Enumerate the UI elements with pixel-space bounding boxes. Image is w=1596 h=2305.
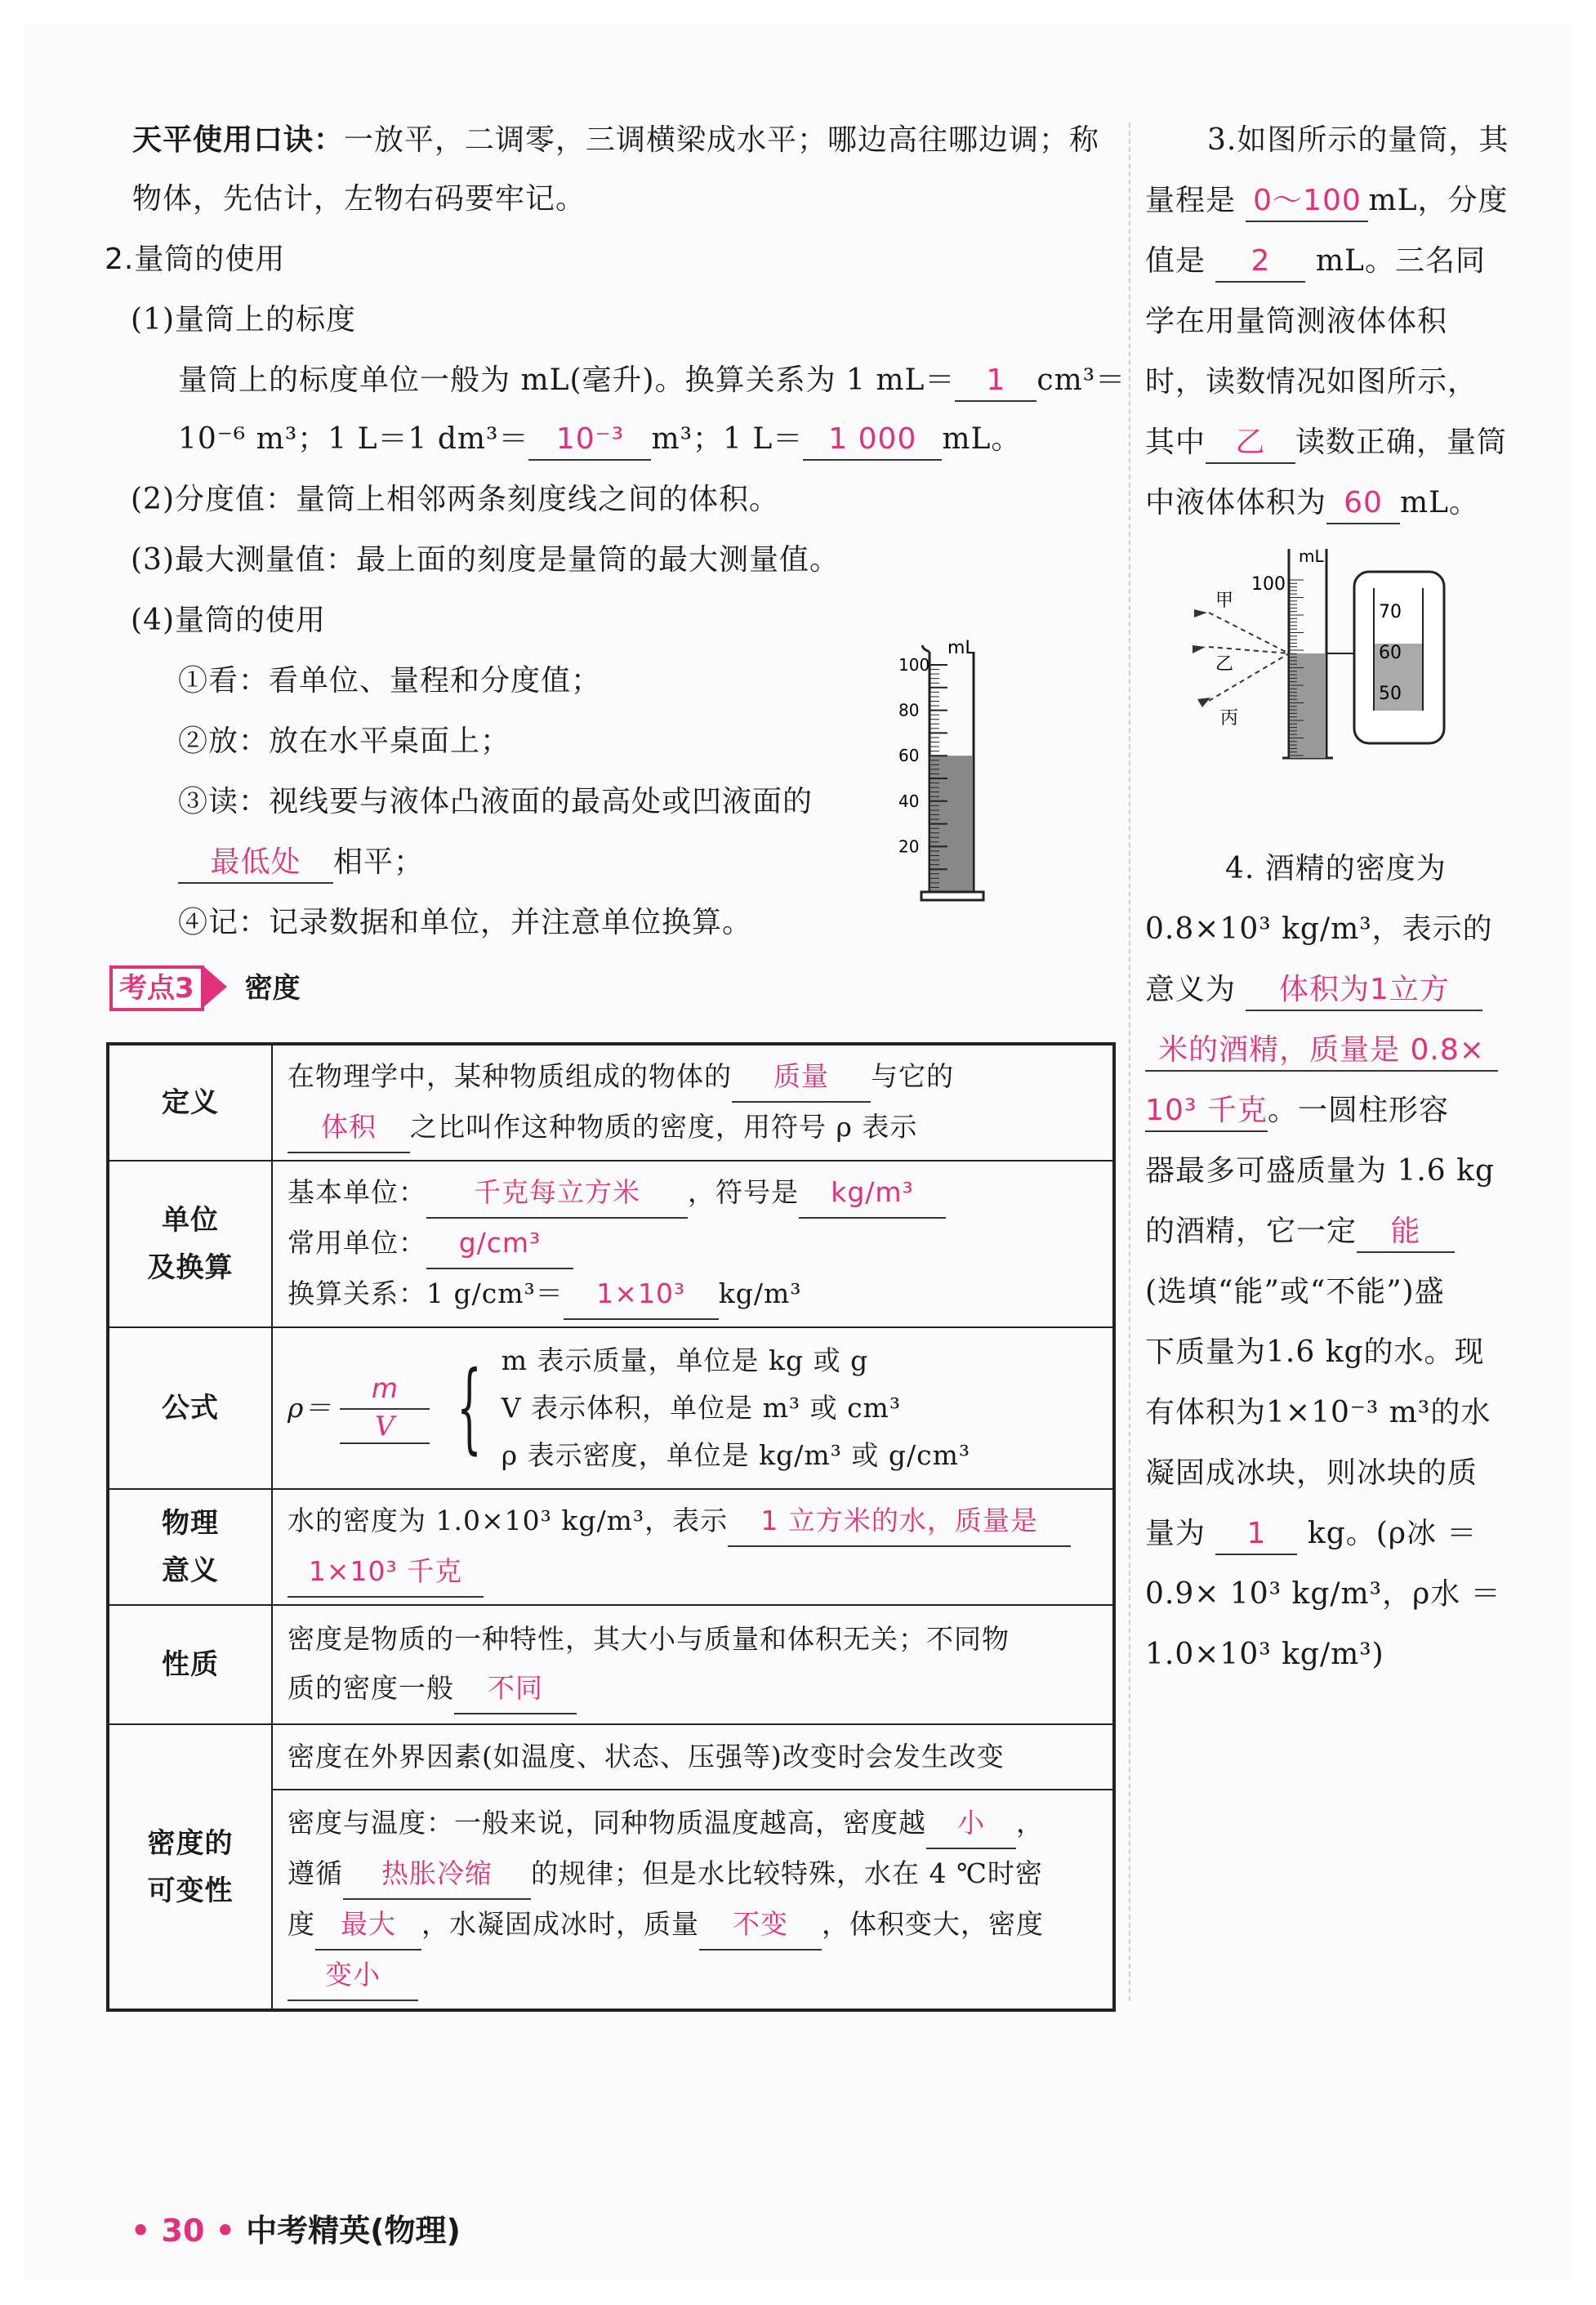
cylinder-tick-label: 100 xyxy=(898,655,930,675)
answer-blank-volume[interactable]: 体积 xyxy=(288,1103,410,1153)
para-2: (2)分度值：量筒上相邻两条刻度线之间的体积。 xyxy=(131,483,779,516)
row-definition xyxy=(108,1044,1114,1161)
answer-blank-thermal[interactable]: 热胀冷缩 xyxy=(343,1849,531,1900)
fig-zoom-60: 60 xyxy=(1379,643,1402,663)
brace-icon: { xyxy=(457,1351,483,1465)
answer-blank-1[interactable]: 1 xyxy=(955,361,1037,402)
row-header-unit xyxy=(108,1161,272,1327)
page-footer xyxy=(131,2205,461,2250)
property-text-1: 密度是物质的一种特性，其大小与质量和体积无关；不同物 xyxy=(288,1623,1010,1655)
answer-blank-meaning-c[interactable]: 10³ 千克 xyxy=(1145,1091,1268,1132)
para-1b-mid: m³；1 L＝ xyxy=(651,422,804,456)
density-table xyxy=(106,1042,1116,2012)
q4-line-4 xyxy=(1145,1031,1498,1072)
mnemonic-label: 天平使用口诀： xyxy=(132,123,345,157)
step-3b-text: 相平； xyxy=(333,845,425,879)
fig-eye-bing: 丙 xyxy=(1220,708,1239,729)
fig-top-label: 100 xyxy=(1251,574,1286,595)
para-1b-pre: 10⁻⁶ m³；1 L＝1 dm³＝ xyxy=(178,422,529,456)
cell-definition xyxy=(272,1044,1114,1161)
q4-text-11b: kg。(ρ冰 ＝ xyxy=(1307,1517,1478,1550)
badge-arrow-icon xyxy=(203,965,227,1008)
reading-figure xyxy=(1176,539,1503,776)
formula-legend xyxy=(502,1337,970,1479)
fig-eye-icons xyxy=(1193,609,1210,707)
fig-zoom-50: 50 xyxy=(1379,684,1402,704)
answer-blank-unit-symbol[interactable]: kg/m³ xyxy=(799,1168,946,1219)
unit-header-1: 单位 xyxy=(162,1204,219,1237)
step-3: ③读：视线要与液体凸液面的最高处或凹液面的 xyxy=(178,785,814,818)
unit-header-2: 及换算 xyxy=(147,1251,234,1284)
cylinder-tick-label: 60 xyxy=(898,746,920,766)
book-title: 中考精英(物理) xyxy=(246,2213,461,2249)
answer-blank-volume-reading[interactable]: 60 xyxy=(1326,484,1400,524)
q4-line-7 xyxy=(1145,1212,1455,1253)
para-3: (3)最大测量值：最上面的刻度是量筒的最大测量值。 xyxy=(131,543,840,577)
answer-blank-unit-name[interactable]: 千克每立方米 xyxy=(426,1168,688,1219)
answer-blank-unchanged[interactable]: 不变 xyxy=(699,1900,822,1951)
answer-blank-meaning-1[interactable]: 1 立方米的水，质量是 xyxy=(728,1496,1071,1547)
row-formula xyxy=(108,1327,1114,1489)
q4-line-10: 有体积为1×10⁻³ m³的水 xyxy=(1145,1396,1491,1429)
cylinder-tick-label: 40 xyxy=(898,791,920,811)
q4-line-5 xyxy=(1145,1091,1449,1132)
q4-line-2: 0.8×10³ kg/m³，表示的 xyxy=(1145,912,1493,946)
def-text-2: 与它的 xyxy=(871,1060,954,1092)
row-unit xyxy=(108,1161,1114,1327)
answer-blank-common-unit[interactable]: g/cm³ xyxy=(426,1219,573,1269)
para-1a-post: cm³＝ xyxy=(1037,363,1126,397)
q4-text-4b: 。一圆柱形容 xyxy=(1268,1094,1450,1127)
section-3-header xyxy=(109,965,301,1013)
answer-blank-ice-mass[interactable]: 1 xyxy=(1215,1514,1297,1555)
para-1a xyxy=(178,361,1126,402)
property-text-2: 质的密度一般 xyxy=(288,1672,454,1704)
answer-blank-property[interactable]: 不同 xyxy=(454,1664,577,1714)
q4-text-6a: 的酒精，它一定 xyxy=(1145,1215,1357,1248)
variability-text-7: ，体积变大，密度 xyxy=(822,1907,1044,1940)
q4-text-3a: 意义为 xyxy=(1145,973,1237,1006)
formula-rho: ρ＝ xyxy=(288,1392,332,1424)
q3-text-1: 3.如图所示的量筒，其 xyxy=(1207,123,1509,157)
fig-unit: mL xyxy=(1299,546,1324,566)
q3-line-5: 时，读数情况如图所示， xyxy=(1145,365,1478,399)
q4-text-11a: 量为 xyxy=(1145,1517,1206,1550)
step-3b xyxy=(178,843,424,884)
variability-text-4: 的规律；但是水比较特殊，水在 4 ℃时密 xyxy=(531,1857,1043,1889)
graduated-cylinder-figure xyxy=(898,629,1013,915)
answer-blank-3[interactable]: 1 000 xyxy=(803,420,942,461)
variability-header-2: 可变性 xyxy=(147,1874,234,1907)
cell-property xyxy=(272,1605,1114,1724)
def-text-3: 之比叫作这种物质的密度，用符号 ρ 表示 xyxy=(410,1111,918,1143)
unit-text-2: ，符号是 xyxy=(688,1176,799,1208)
def-text-1: 在物理学中，某种物质组成的物体的 xyxy=(288,1060,732,1092)
cell-meaning xyxy=(272,1489,1114,1605)
fig-eye-jia: 甲 xyxy=(1215,591,1234,611)
q4-line-9: 下质量为1.6 kg的水。现 xyxy=(1145,1335,1485,1369)
fig-eye-yi: 乙 xyxy=(1215,654,1234,675)
unit-text-1: 基本单位： xyxy=(288,1176,426,1208)
answer-blank-range[interactable]: 0～100 xyxy=(1246,181,1368,222)
column-divider xyxy=(1129,123,1130,2001)
variability-text-6: ，水凝固成冰时，质量 xyxy=(421,1907,699,1940)
unit-text-5: kg/m³ xyxy=(718,1277,802,1309)
section-2-title: 2.量筒的使用 xyxy=(105,243,286,276)
answer-blank-meaning-a[interactable]: 体积为1立方 xyxy=(1246,970,1482,1011)
q4-line-12 xyxy=(1145,1514,1477,1555)
q3-text-3a: 值是 xyxy=(1145,244,1206,278)
answer-blank-smaller[interactable]: 小 xyxy=(926,1799,1016,1849)
q3-line-4: 学在用量筒测液体体积 xyxy=(1145,305,1448,338)
q4-line-8: (选填“能”或“不能”)盛 xyxy=(1145,1275,1445,1309)
answer-blank-conversion[interactable]: 1×10³ xyxy=(564,1269,719,1320)
variability-text-5: 度 xyxy=(288,1907,315,1940)
answer-blank-4[interactable]: 最低处 xyxy=(178,843,333,884)
answer-blank-meaning-2[interactable]: 1×10³ 千克 xyxy=(288,1547,484,1598)
formula-legend-m: m 表示质量，单位是 kg 或 g xyxy=(501,1344,869,1376)
q3-line-2 xyxy=(1145,181,1509,222)
q3-text-2a: 量程是 xyxy=(1145,184,1237,217)
q3-line-6 xyxy=(1145,423,1507,464)
q3-text-6a: 其中 xyxy=(1145,426,1206,459)
row-header-property: 性质 xyxy=(108,1605,272,1724)
answer-blank-decrease[interactable]: 变小 xyxy=(288,1951,418,2001)
step-2: ②放：放在水平桌面上； xyxy=(178,724,511,758)
q3-line-7 xyxy=(1145,484,1479,524)
cell-unit xyxy=(272,1161,1114,1327)
answer-blank-meaning-b[interactable]: 米的酒精，质量是 0.8× xyxy=(1145,1031,1498,1072)
row-property xyxy=(108,1605,1114,1724)
cylinder-tick-label: 80 xyxy=(898,700,920,720)
section-3-badge: 考点3 xyxy=(109,965,204,1011)
q4-line-14: 1.0×10³ kg/m³) xyxy=(1145,1638,1384,1671)
answer-blank-correct-reader[interactable]: 乙 xyxy=(1206,423,1295,464)
q3-text-3b: mL。三名同 xyxy=(1315,244,1486,278)
para-1b xyxy=(178,420,1021,461)
q4-line-11: 凝固成冰块，则冰块的质 xyxy=(1145,1456,1478,1490)
mnemonic-line-2: 物体，先估计，左物右码要牢记。 xyxy=(132,182,586,216)
variability-text-2: 密度与温度：一般来说，同种物质温度越高，密度越 xyxy=(288,1806,926,1839)
answer-blank-division[interactable]: 2 xyxy=(1215,242,1305,283)
para-4: (4)量筒的使用 xyxy=(131,604,326,637)
q3-text-7a: 中液体体积为 xyxy=(1145,486,1327,519)
meaning-text: 水的密度为 1.0×10³ kg/m³，表示 xyxy=(288,1505,729,1536)
formula-legend-rho: ρ 表示密度，单位是 kg/m³ 或 g/cm³ xyxy=(501,1439,971,1471)
formula-legend-v: V 表示体积，单位是 m³ 或 cm³ xyxy=(501,1392,902,1424)
answer-blank-2[interactable]: 10⁻³ xyxy=(528,420,651,461)
answer-blank-mass[interactable]: 质量 xyxy=(732,1052,871,1103)
footer-dot-right: • xyxy=(204,2213,247,2249)
para-1-title: (1)量筒上的标度 xyxy=(131,303,356,337)
row-meaning xyxy=(108,1489,1114,1605)
unit-text-4: 换算关系：1 g/cm³＝ xyxy=(288,1277,564,1309)
q3-line-1 xyxy=(1207,121,1509,160)
cell-variability-1: 密度在外界因素(如温度、状态、压强等)改变时会发生改变 xyxy=(272,1724,1114,1790)
q3-text-2b: mL，分度 xyxy=(1368,184,1509,217)
answer-blank-numerator[interactable]: m xyxy=(340,1372,430,1410)
meaning-header-2: 意义 xyxy=(162,1554,219,1587)
cylinder-unit-label: mL xyxy=(947,638,975,658)
section-3-title: 密度 xyxy=(244,972,301,1005)
cylinder-tick-label: 20 xyxy=(898,836,920,857)
mnemonic-line-1 xyxy=(132,121,1099,160)
step-4: ④记：记录数据和单位，并注意单位换算。 xyxy=(178,906,753,939)
answer-blank-can[interactable]: 能 xyxy=(1357,1212,1455,1253)
q4-line-13: 0.9× 10³ kg/m³，ρ水 ＝ xyxy=(1145,1577,1501,1611)
row-header-variability xyxy=(108,1724,272,2010)
formula-fraction xyxy=(340,1372,430,1444)
q3-line-3 xyxy=(1145,242,1486,283)
cell-variability-2: 密度与温度：一般来说，同种物质温度越高，密度越 小 ， 遵循 热胀冷缩 的规律；但是水比较特殊，水在 4 ℃时密 度 最大 ，水凝固成冰时，质量 不变 ，体积变大，密度 变小 xyxy=(272,1790,1114,2010)
para-1b-post: mL。 xyxy=(942,422,1022,456)
cylinder-base xyxy=(921,892,983,900)
row-variability-1 xyxy=(108,1724,1114,1790)
formula-denominator: V xyxy=(340,1410,430,1444)
row-header-definition: 定义 xyxy=(108,1044,272,1161)
step-1: ①看：看单位、量程和分度值； xyxy=(178,664,602,698)
row-header-meaning xyxy=(108,1489,272,1605)
q3-text-6b: 读数正确，量筒 xyxy=(1295,426,1508,459)
fig-liquid xyxy=(1290,653,1326,758)
fig-zoom-70: 70 xyxy=(1379,602,1402,622)
page-number: 30 xyxy=(161,2213,205,2249)
unit-text-3: 常用单位： xyxy=(288,1227,426,1259)
para-1a-pre: 量筒上的标度单位一般为 mL(毫升)。换算关系为 1 mL＝ xyxy=(178,363,956,397)
meaning-header-1: 物理 xyxy=(162,1507,219,1540)
row-header-formula: 公式 xyxy=(108,1327,272,1489)
variability-text-3: 遵循 xyxy=(288,1857,343,1889)
cylinder-tick-labels xyxy=(898,655,930,856)
q4-line-6: 器最多可盛质量为 1.6 kg xyxy=(1145,1154,1495,1188)
mnemonic-text-1: 一放平，二调零，三调横梁成水平；哪边高往哪边调；称 xyxy=(344,123,1100,157)
answer-blank-max[interactable]: 最大 xyxy=(315,1900,421,1951)
variability-header-1: 密度的 xyxy=(147,1826,234,1860)
q4-line-1: 4. 酒精的密度为 xyxy=(1225,852,1447,885)
q4-line-3 xyxy=(1145,970,1482,1011)
footer-dot-left: • xyxy=(131,2213,162,2249)
cell-formula xyxy=(272,1327,1114,1489)
q3-text-7b: mL。 xyxy=(1400,486,1480,519)
